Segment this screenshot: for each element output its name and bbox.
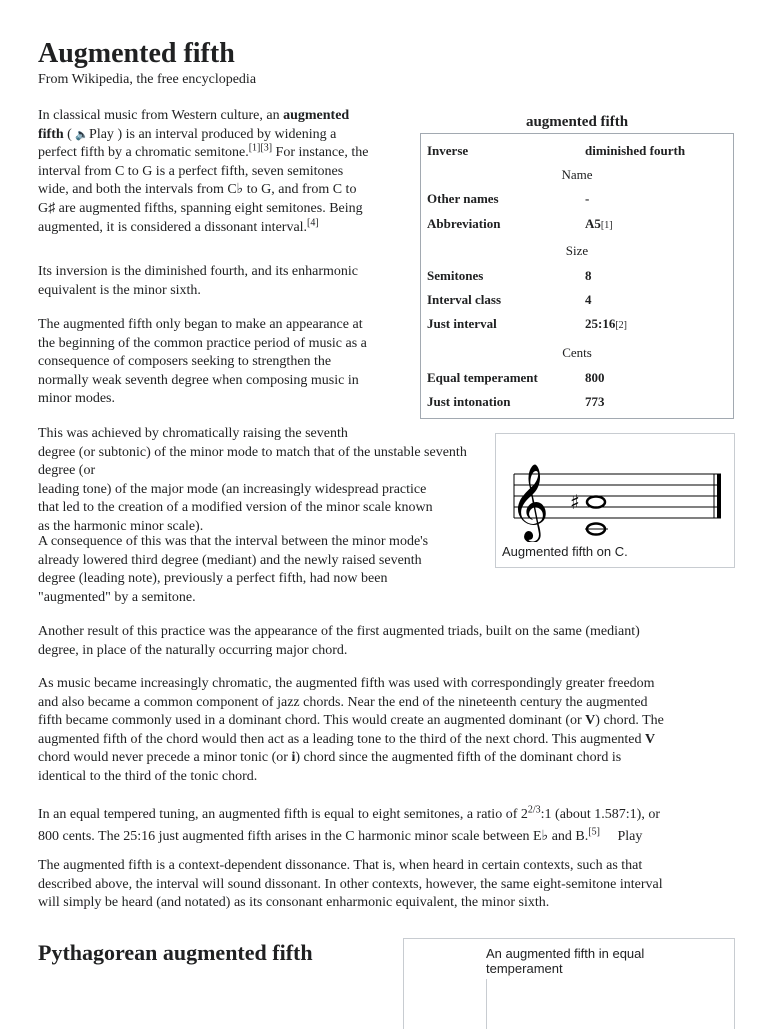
page-subtitle: From Wikipedia, the free encyclopedia (38, 72, 257, 87)
divider (486, 979, 487, 1029)
infobox-section-head: Cents (562, 345, 592, 360)
ref-link[interactable]: [2] (615, 320, 628, 331)
treble-clef-icon: 𝄞 (510, 463, 550, 540)
infobox-label: Inverse (427, 143, 469, 158)
ref-link[interactable]: [1] (600, 220, 613, 231)
speaker-icon[interactable]: 🔈 (75, 127, 90, 141)
ref-link[interactable]: [3] (260, 142, 273, 154)
infobox-label: Abbreviation (427, 216, 501, 231)
infobox-label: Other names (427, 191, 499, 206)
infobox-value: 25:16[2] (585, 316, 628, 331)
ref-link[interactable]: [5] (588, 826, 600, 838)
page-title: Augmented fifth (38, 38, 235, 69)
paragraph-equal-tempered: In an equal tempered tuning, an augmented fifth is equal to eight semitones, a ratio of $2^{2/3}:1$ (about 1.587:1), or 800 cents. The 25:16 just augmented fifth arises in the C harmonic minor scale between E♭ and B.[5] Play (38, 804, 661, 844)
infobox-value: - (585, 191, 590, 206)
infobox-section-head: Name (561, 167, 593, 182)
infobox-section-head: Size (565, 243, 589, 258)
infobox-label: Equal temperament (427, 370, 538, 385)
infobox-value: 8 (585, 268, 592, 283)
intro-paragraph: In classical music from Western culture, an augmented fifth ( 🔈Play ) is an interval produced by widening a perfect fifth by a chromatic semitone.[1][3] For instance, the interval from C to G is a perfect fifth, seven semitones wide, and both the intervals from C♭ to G, and from C to G♯ are augmented fifths, spanning eight semitones. Being augmented, it is considered a dissonant interval.[4] (38, 108, 369, 235)
note-g-sharp (587, 497, 605, 508)
figure-caption: An augmented fifth in equal temperament (486, 946, 645, 976)
infobox-label: Just intonation (427, 394, 511, 409)
notation-figure (495, 433, 735, 568)
ref-link[interactable]: [4] (307, 216, 319, 228)
paragraph-inversion: Its inversion is the diminished fourth, and its enharmonic equivalent is the minor sixth. (38, 264, 359, 298)
infobox-value: A5[1] (585, 216, 613, 231)
infobox-value: 773 (585, 394, 605, 409)
section-heading: Pythagorean augmented fifth (38, 940, 313, 965)
infobox-value: 800 (585, 370, 605, 385)
infobox-title: augmented fifth (525, 114, 629, 130)
paragraph-raising: This was achieved by chromatically raising the seventh degree (or subtonic) of the minor mode to match that of the unstable seventh degree (or leading tone) of the major mode (an increasingly widespread practice that led to the creation of a modified version of the minor scale known as the harmonic minor scale). (38, 426, 467, 534)
infobox-label: Semitones (427, 268, 484, 283)
play-link[interactable]: Play (617, 829, 643, 844)
paragraph-consequence: A consequence of this was that the interval between the minor mode's already lowered third degree (mediant) and the newly raised seventh degree (leading note), previously a perfect fifth, had now been "augmented" by a semitone. (38, 534, 429, 605)
ref-link[interactable]: [1] (248, 142, 261, 154)
infobox-label: Interval class (427, 292, 502, 307)
infobox-label: Just interval (427, 316, 497, 331)
infobox (420, 133, 734, 419)
staff-notation (496, 434, 734, 542)
paragraph-context: The augmented fifth is a context-dependent dissonance. That is, when heard in certain contexts, such as that described above, the interval will sound dissonant. In other contexts, however, the same eight-semitone interval will simply be heard (and notated) as its consonant enharmonic equivalent, the minor sixth. (38, 858, 663, 911)
sharp-icon: ♯ (570, 490, 580, 514)
paragraph-chromatic: As music became increasingly chromatic, the augmented fifth was used with correspondingly greater freedom and also became a common component of jazz chords. Near the end of the nineteenth century the augmented fifth became commonly used in a dominant chord. This would create an augmented dominant (or V) chord. The augmented fifth of the chord would then act as a leading tone to the third of the next chord. This augmented V chord would never precede a minor tonic (or i) chord since the augmented fifth of the dominant chord is identical to the third of the tonic chord. (38, 676, 664, 784)
infobox-value: 4 (585, 292, 592, 307)
paragraph-triads: Another result of this practice was the appearance of the first augmented triads, built on the same (mediant) degree, in place of the naturally occurring major chord. (38, 624, 640, 658)
paragraph-history: The augmented fifth only began to make an appearance at the beginning of the common practice period of music as a consequence of composers seeking to strengthen the normally weak seventh degree when composing music in minor modes. (38, 317, 367, 407)
equal-temperament-figure (403, 938, 735, 1029)
figure-caption: Augmented fifth on C. (502, 544, 628, 559)
play-link[interactable]: Play (89, 126, 114, 142)
infobox-value: diminished fourth (585, 143, 686, 158)
